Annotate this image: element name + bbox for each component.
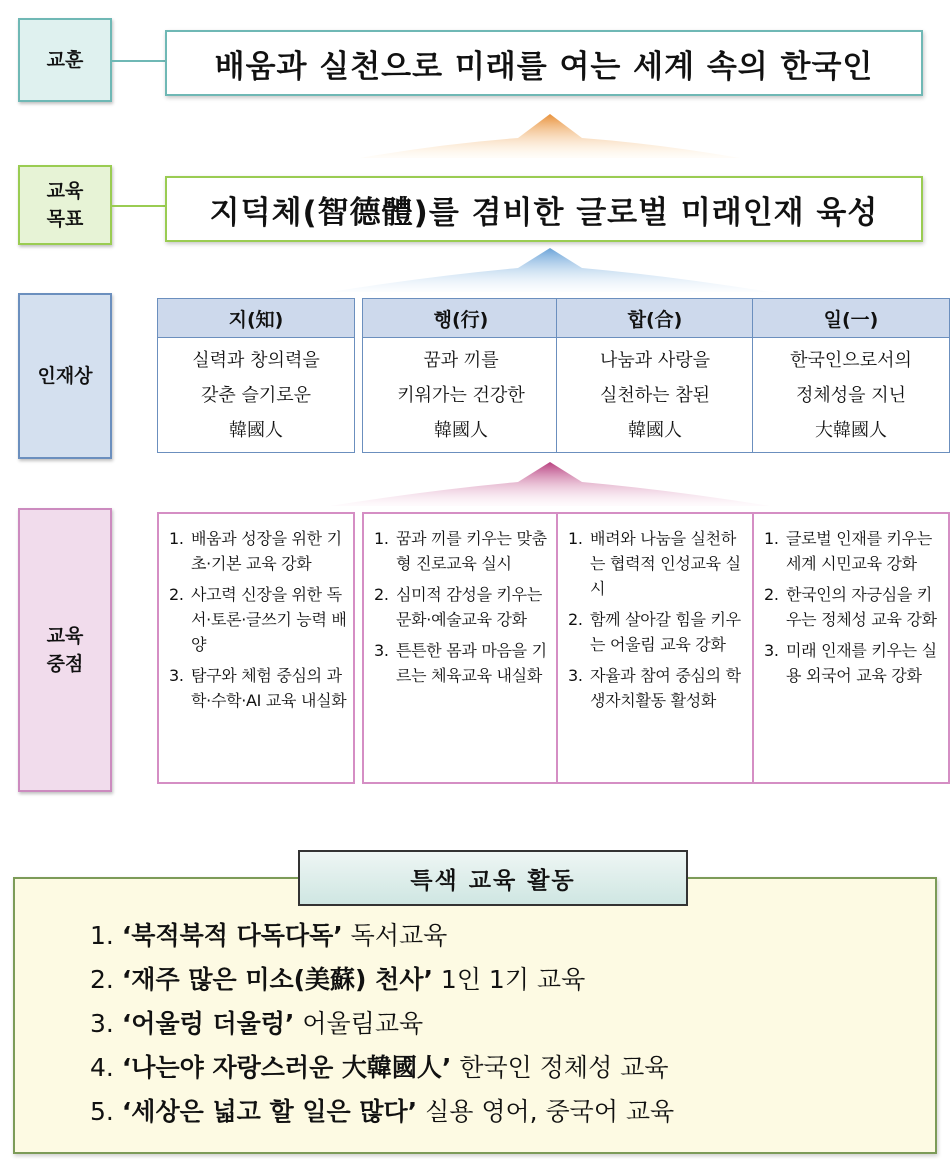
special-item-desc: 어울림교육 bbox=[294, 1009, 424, 1038]
special-item-desc: 1인 1기 교육 bbox=[432, 965, 586, 994]
talent-line: 한국인으로서의 bbox=[790, 349, 912, 371]
focus-item-text: 심미적 감성을 키우는 문화·예술교육 강화 bbox=[396, 585, 542, 629]
special-item-num: 1. bbox=[90, 921, 114, 950]
focus-item-text: 꿈과 끼를 키우는 맞춤형 진로교육 실시 bbox=[396, 529, 547, 573]
focus-column-1 bbox=[157, 512, 355, 784]
talent-head-text: 행(行) bbox=[433, 308, 489, 331]
special-item bbox=[90, 1090, 674, 1134]
talent-head-ji bbox=[157, 298, 355, 338]
focus-item bbox=[764, 582, 942, 632]
special-item-title: ‘북적북적 다독다독’ bbox=[121, 921, 343, 950]
motto-label: 교훈 bbox=[46, 48, 84, 71]
focus-item-text: 글로벌 인재를 키우는 세계 시민교육 강화 bbox=[786, 529, 932, 573]
focus-item-text: 한국인의 자긍심을 키우는 정체성 교육 강화 bbox=[786, 585, 937, 629]
talent-body-il bbox=[752, 338, 950, 453]
special-item-num: 2. bbox=[90, 965, 114, 994]
talent-label-box bbox=[18, 293, 112, 459]
focus-item-num: 2. bbox=[169, 585, 184, 604]
special-item-desc: 독서교육 bbox=[342, 921, 448, 950]
focus-item-text: 튼튼한 몸과 마음을 기르는 체육교육 내실화 bbox=[396, 641, 547, 685]
focus-item bbox=[169, 663, 347, 713]
talent-line: 꿈과 끼를 bbox=[423, 349, 499, 371]
special-item-title: ‘어울렁 더울렁’ bbox=[121, 1009, 295, 1038]
focus-item-text: 배움과 성장을 위한 기초·기본 교육 강화 bbox=[191, 529, 342, 573]
talent-body-hap bbox=[556, 338, 754, 453]
special-title-text: 특색 교육 활동 bbox=[410, 867, 576, 894]
motto-banner bbox=[165, 30, 923, 96]
focus-item-num: 1. bbox=[374, 529, 389, 548]
focus-item-num: 2. bbox=[764, 585, 779, 604]
focus-item-text: 배려와 나눔을 실천하는 협력적 인성교육 실시 bbox=[590, 529, 741, 598]
focus-item-text: 사고력 신장을 위한 독서·토론·글쓰기 능력 배양 bbox=[191, 585, 347, 654]
talent-head-text: 지(知) bbox=[228, 308, 284, 331]
focus-item-num: 1. bbox=[568, 529, 583, 548]
special-item bbox=[90, 1002, 674, 1046]
focus-item bbox=[374, 582, 552, 632]
special-item-num: 5. bbox=[90, 1097, 114, 1126]
goal-label-line1: 교육 bbox=[46, 179, 84, 202]
focus-item-num: 2. bbox=[374, 585, 389, 604]
talent-head-il bbox=[752, 298, 950, 338]
focus-column-2 bbox=[362, 512, 560, 784]
focus-item bbox=[169, 582, 347, 657]
talent-line: 韓國人 bbox=[628, 419, 682, 441]
motto-connector bbox=[112, 60, 165, 62]
focus-item bbox=[568, 607, 746, 657]
focus-item-text: 함께 살아갈 힘을 키우는 어울림 교육 강화 bbox=[590, 610, 741, 654]
goal-text: 지덕체(智德體)를 겸비한 글로벌 미래인재 육성 bbox=[209, 194, 879, 231]
focus-label-box bbox=[18, 508, 112, 792]
talent-head-text: 합(合) bbox=[627, 308, 683, 331]
focus-item bbox=[374, 638, 552, 688]
talent-line: 韓國人 bbox=[434, 419, 488, 441]
focus-item-text: 자율과 참여 중심의 학생자치활동 활성화 bbox=[590, 666, 741, 710]
special-item bbox=[90, 914, 674, 958]
focus-column-4 bbox=[752, 512, 950, 784]
goal-label-line2: 목표 bbox=[46, 208, 84, 230]
focus-item-num: 3. bbox=[568, 666, 583, 685]
talent-line: 나눔과 사랑을 bbox=[599, 349, 711, 371]
special-item-title: ‘재주 많은 미소(美蘇) 천사’ bbox=[121, 965, 433, 994]
talent-line: 실천하는 참된 bbox=[599, 384, 711, 406]
focus-item bbox=[169, 526, 347, 576]
talent-arrow bbox=[330, 462, 770, 506]
focus-item-text: 미래 인재를 키우는 실용 외국어 교육 강화 bbox=[786, 641, 937, 685]
special-item-num: 4. bbox=[90, 1053, 114, 1082]
special-item bbox=[90, 1046, 674, 1090]
talent-label: 인재상 bbox=[37, 364, 93, 387]
special-item-desc: 한국인 정체성 교육 bbox=[451, 1053, 669, 1082]
special-activities-title bbox=[298, 850, 688, 906]
focus-item-num: 3. bbox=[374, 641, 389, 660]
talent-line: 정체성을 지닌 bbox=[795, 384, 907, 406]
talent-line: 키워가는 건강한 bbox=[397, 384, 525, 406]
focus-item bbox=[568, 663, 746, 713]
talent-head-haeng bbox=[362, 298, 560, 338]
focus-item-num: 1. bbox=[764, 529, 779, 548]
goal-label-box bbox=[18, 165, 112, 245]
special-activities-list bbox=[90, 914, 674, 1134]
talent-line: 大韓國人 bbox=[815, 419, 887, 441]
talent-line: 실력과 창의력을 bbox=[192, 349, 320, 371]
focus-item-num: 3. bbox=[169, 666, 184, 685]
talent-line: 갖춘 슬기로운 bbox=[200, 384, 312, 406]
focus-item bbox=[374, 526, 552, 576]
motto-arrow bbox=[360, 114, 740, 158]
focus-item bbox=[764, 526, 942, 576]
focus-label-line1: 교육 bbox=[46, 624, 84, 647]
focus-item-num: 1. bbox=[169, 529, 184, 548]
talent-body-haeng bbox=[362, 338, 560, 453]
special-item-title: ‘나는야 자랑스러운 大韓國人’ bbox=[121, 1053, 452, 1082]
special-item-desc: 실용 영어, 중국어 교육 bbox=[417, 1097, 675, 1126]
focus-item-num: 2. bbox=[568, 610, 583, 629]
talent-body-ji bbox=[157, 338, 355, 453]
talent-head-hap bbox=[556, 298, 754, 338]
special-item-num: 3. bbox=[90, 1009, 114, 1038]
goal-banner bbox=[165, 176, 923, 242]
focus-label-line2: 중점 bbox=[46, 653, 84, 675]
focus-item bbox=[568, 526, 746, 601]
goal-arrow bbox=[330, 248, 770, 292]
talent-head-text: 일(一) bbox=[823, 308, 879, 331]
special-item-title: ‘세상은 넓고 할 일은 많다’ bbox=[121, 1097, 418, 1126]
motto-text: 배움과 실천으로 미래를 여는 세계 속의 한국인 bbox=[214, 48, 874, 85]
focus-item-text: 탐구와 체험 중심의 과학·수학·AI 교육 내실화 bbox=[191, 666, 347, 710]
talent-line: 韓國人 bbox=[229, 419, 283, 441]
motto-label-box bbox=[18, 18, 112, 102]
goal-connector bbox=[112, 205, 165, 207]
focus-item bbox=[764, 638, 942, 688]
special-item bbox=[90, 958, 674, 1002]
focus-column-3 bbox=[556, 512, 754, 784]
focus-item-num: 3. bbox=[764, 641, 779, 660]
